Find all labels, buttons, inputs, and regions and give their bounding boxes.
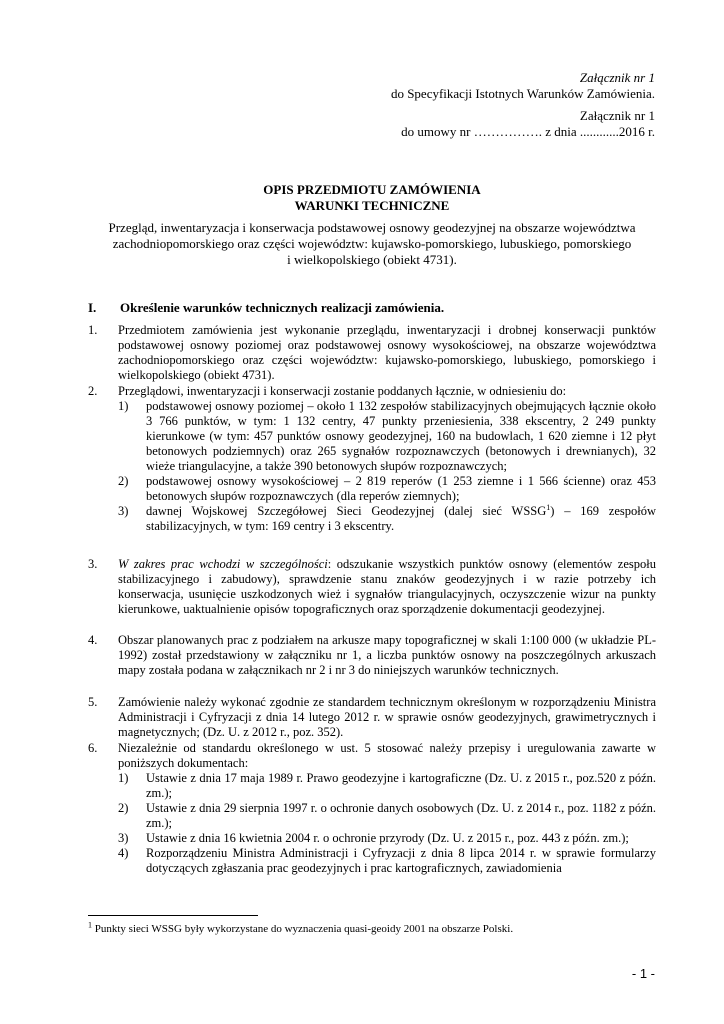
footnote-text: Punkty sieci WSSG były wykorzystane do wyznaczenia quasi-geoidy 2001 na obszarze Polski.	[92, 923, 514, 935]
item-number: 3.	[88, 557, 98, 571]
item-text: Niezależnie od standardu określonego w ust. 5 stosować należy przepisy i uregulowania zawarte w poniższych dokumentach:	[118, 741, 656, 770]
sub-item-text-part: dawnej Wojskowej Szczegółowej Sieci Geodezyjnej (dalej sieć WSSG	[146, 504, 547, 518]
sub-item-number: 2)	[118, 474, 129, 488]
item-emphasis: W zakres prac wchodzi w szczególności	[118, 557, 328, 571]
section-heading	[88, 300, 444, 316]
list-item-2	[88, 384, 656, 534]
sub-item-text: podstawowej osnowy poziomej – około 1 132 zespołów stabilizacyjnych obejmujących łącznie około 3 766 punktów, w tym: 1 132 centry, 47 punkty przeniesienia, 338 ekscentry, 2 249 punkty kierunkowe (w tym: 457 punktów osnowy geodezyjnej, 160 na budowlach, 1 620 ziemne i 12 płyt betonowych podziemnych) oraz 265 sygnałów rozpoznawczych (betonowych i drewnianych), 32 wieże triangulacyjne, a także 390 betonowych słupów rozpoznawczych;	[146, 399, 656, 473]
sub-item-1	[118, 399, 656, 474]
list-item-1	[88, 323, 656, 383]
footnote	[88, 922, 656, 936]
item-text	[118, 557, 656, 617]
item-text-part: : odszukanie wszystkich punktów osnowy (elementów zespołu stabilizacyjnego i zabudowy), sprawdzenie stanu znaków geodezyjnych i w razie potrzeby ich konserwacja, usunięcie uszkodzonych wież i sygnałów triangulacyjnych, oczyszczenie wizur na punkty kierunkowe, uaktualnienie opisów topograficznych oraz sporządzenie dokumentacji geodezyjnej.	[118, 557, 656, 616]
list-item-4	[88, 633, 656, 678]
item-number: 1.	[88, 323, 98, 337]
list-item-5	[88, 695, 656, 740]
sub-item-text: Ustawie z dnia 17 maja 1989 r. Prawo geodezyjne i kartograficzne (Dz. U. z 2015 r., poz.520 z późn. zm.);	[146, 771, 656, 800]
footnote-divider	[88, 915, 258, 916]
attachment-label-2: Załącznik nr 1	[579, 108, 655, 123]
item-text: Przedmiotem zamówienia jest wykonanie przeglądu, inwentaryzacji i drobnej konserwacji punktów podstawowej osnowy poziomej oraz podstawowej osnowy wysokościowej, na obszarze województwa zachodniopomorskiego oraz części województw: kujawsko-pomorskiego, lubuskiego, pomorskiego i wielkopolskiego (obiekt 4731).	[118, 323, 656, 382]
sub-item-number: 3)	[118, 831, 129, 845]
item-number: 4.	[88, 633, 98, 647]
sub-item-number: 4)	[118, 846, 129, 860]
sub-item-number: 3)	[118, 504, 129, 518]
sub-item-text: Ustawie z dnia 16 kwietnia 2004 r. o ochronie przyrody (Dz. U. z 2015 r., poz. 443 z późn. zm.);	[146, 831, 629, 845]
sub-item-1	[118, 771, 656, 801]
sub-item-text: Rozporządzeniu Ministra Administracji i Cyfryzacji z dnia 8 lipca 2014 r. w sprawie formularzy dotyczących zgłaszania prac geodezyjnych i prac kartograficznych, zawiadomienia	[146, 846, 656, 875]
sub-item-4	[118, 846, 656, 876]
sub-item-number: 1)	[118, 399, 129, 413]
sub-item-text	[146, 504, 656, 534]
title-line1: OPIS PRZEDMIOTU ZAMÓWIENIA	[263, 182, 481, 197]
sub-item-text-part: ) – 169 zespołów stabilizacyjnych, w tym: 169 centry i 3 ekscentry.	[146, 504, 656, 533]
sub-item-number: 2)	[118, 801, 129, 815]
footnote-ref: 1	[546, 502, 551, 512]
sub-item-3	[118, 831, 656, 846]
sub-item-2	[118, 801, 656, 831]
item-number: 2.	[88, 384, 98, 398]
item-number: 5.	[88, 695, 98, 709]
sub-item-text: podstawowej osnowy wysokościowej – 2 819 reperów (1 253 ziemne i 1 566 ścienne) oraz 453 betonowych słupów rozpoznawczych (dla reperów ziemnych);	[146, 474, 656, 503]
sub-item-number: 1)	[118, 771, 129, 785]
footnote-number: 1	[88, 920, 92, 930]
item-text: Obszar planowanych prac z podziałem na arkusze mapy topograficznej w skali 1:100 000 (w układzie PL-1992) został przedstawiony w załączniku nr 1, a liczba punktów osnowy na poszczególnych arkuszach mapy została podana w załącznikach nr 2 i nr 3 do niniejszych warunków technicznych.	[118, 633, 656, 677]
list-item-6	[88, 741, 656, 876]
subtitle-line2: zachodniopomorskiego oraz części województw: kujawsko-pomorskiego, lubuskiego, pomorskiego	[112, 236, 632, 251]
item-text: Zamówienie należy wykonać zgodnie ze standardem technicznym określonym w rozporządzeniu Ministra Administracji i Cyfryzacji z dnia 14 lutego 2012 r. w sprawie osnów geodezyjnych, grawimetrycznych i magnetycznych; (Dz. U. z 2012 r., poz. 352).	[118, 695, 656, 739]
item-text: Przeglądowi, inwentaryzacji i konserwacji zostanie poddanych łącznie, w odniesieniu do:	[118, 384, 567, 398]
section-number: I.	[88, 300, 97, 315]
attachment-to: do Specyfikacji Istotnych Warunków Zamówienia.	[390, 86, 655, 101]
sub-item-2	[118, 474, 656, 504]
sub-item-text: Ustawie z dnia 29 sierpnia 1997 r. o ochronie danych osobowych (Dz. U. z 2014 r., poz. 1182 z późn. zm.);	[146, 801, 656, 830]
sub-item-3	[118, 504, 656, 534]
page-number: - 1 -	[631, 966, 655, 981]
section-title: Określenie warunków technicznych realizacji zamówienia.	[120, 300, 445, 315]
subtitle-line1: Przegląd, inwentaryzacja i konserwacja podstawowej osnowy geodezyjnej na obszarze województwa	[108, 220, 636, 235]
contract-line: do umowy nr ……………. z dnia ............2016 r.	[401, 124, 655, 139]
subtitle-line3: i wielkopolskiego (obiekt 4731).	[287, 252, 457, 267]
attachment-label: Załącznik nr 1	[579, 70, 655, 85]
title-line2: WARUNKI TECHNICZNE	[294, 198, 450, 213]
list-item-3	[88, 557, 656, 617]
item-number: 6.	[88, 741, 98, 755]
